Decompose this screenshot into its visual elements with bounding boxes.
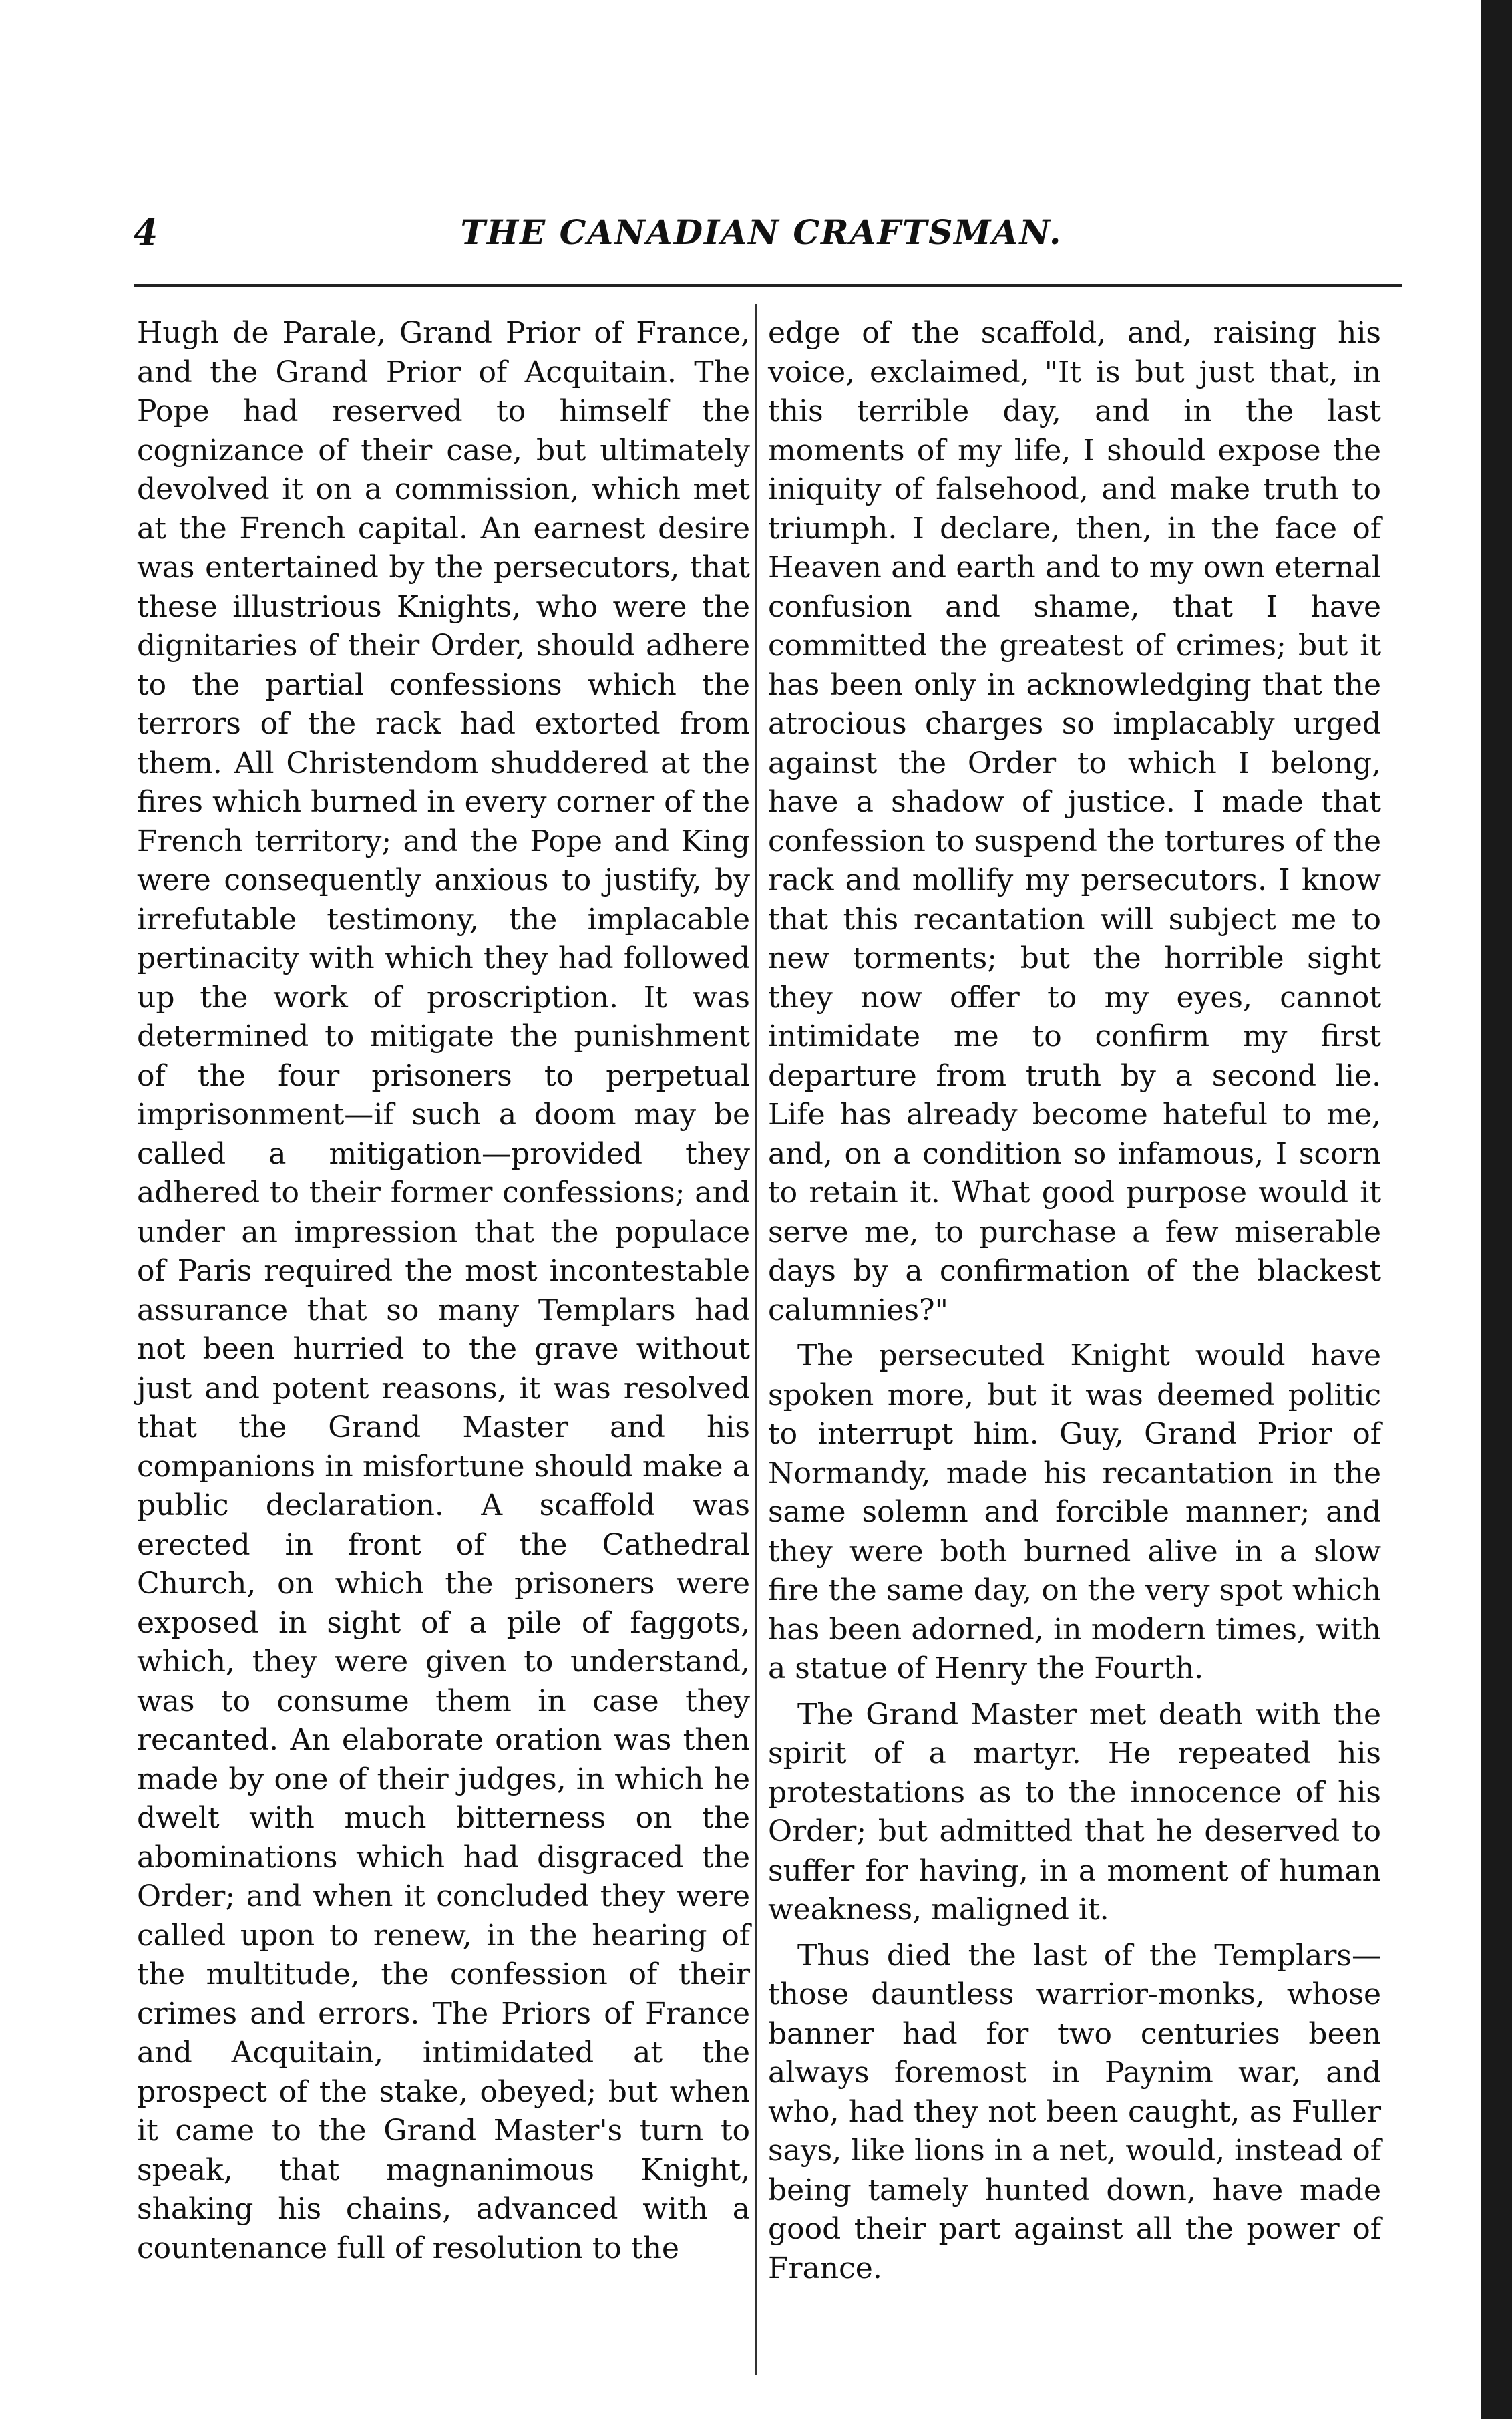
page-number: 4 [134, 212, 158, 253]
column-divider [755, 304, 757, 2375]
scan-edge-shadow [1481, 0, 1512, 2419]
right-paragraph-1: edge of the scaffold, and, raising his voice, exclaimed, "It is but just that, in this terrible day, and in the last moments of my life, I should expose the iniquity of falsehood, and make truth to triumph. I declare, then, in the face of Heaven and earth and to my own eternal confusion and shame, that I have committed the greatest of crimes; but it has been only in acknowledging that the atrocious charges so implacably urged against the Order to which I belong, have a shadow of justice. I made that confession to suspend the tortures of the rack and mollify my persecutors. I know that this recantation will subject me to new torments; but the horrible sight they now offer to my eyes, cannot intimidate me to confirm my first departure from truth by a second lie. Life has already become hateful to me, and, on a condition so infamous, I scorn to retain it. What good purpose would it serve me, to purchase a few miserable days by a confirmation of the blackest calumnies?" [768, 316, 1381, 1327]
right-paragraph-2: The persecuted Knight would have spoken more, but it was deemed politic to interrupt him. Guy, Grand Prior of Normandy, made his recantation in the same solemn and forcible manner; and they were both burned alive in a slow fire the same day, on the very spot which has been adorned, in modern times, with a statue of Henry the Fourth. [768, 1339, 1381, 1685]
header-rule [134, 284, 1402, 287]
running-title: THE CANADIAN CRAFTSMAN. [460, 212, 1063, 252]
left-paragraph-1: Hugh de Parale, Grand Prior of France, and the Grand Prior of Acquitain. The Pope had reserved to himself the cognizance of their case, but ultimately devolved it on a commission, which met at the French capital. An earnest desire was entertained by the persecutors, that these illustrious Knights, who were the dignitaries of their Order, should adhere to the partial confessions which the terrors of the rack had extorted from them. All Christendom shuddered at the fires which burned in every corner of the French territory; and the Pope and King were consequently anxious to justify, by irrefutable testimony, the implacable pertinacity with which they had followed up the work of proscription. It was determined to mitigate the punishment of the four prisoners to perpetual imprisonment—if such a doom may be called a mitigation—provided they adhered to their former confessions; and under an impression that the populace of Paris required the most incontestable assurance that so many Templars had not been hurried to the grave without just and potent reasons, it was resolved that the Grand Master and his companions in misfortune should make a public declaration. A scaffold was erected in front of the Cathedral Church, on which the prisoners were exposed in sight of a pile of faggots, which, they were given to understand, was to consume them in case they recanted. An elaborate oration was then made by one of their judges, in which he dwelt with much bitterness on the abominations which had disgraced the Order; and when it concluded they were called upon to renew, in the hearing of the multitude, the confession of their crimes and errors. The Priors of France and Acquitain, intimidated at the prospect of the stake, obeyed; but when it came to the Grand Master's turn to speak, that magnanimous Knight, shaking his chains, advanced with a countenance full of resolution to the [137, 316, 750, 2265]
right-paragraph-3: The Grand Master met death with the spirit of a martyr. He repeated his protestations as to the innocence of his Order; but admitted that he deserved to suffer for having, in a moment of human weakness, maligned it. [768, 1697, 1381, 1927]
left-column [137, 314, 750, 2268]
right-paragraph-4: Thus died the last of the Templars—those dauntless warrior-monks, whose banner had for two centuries been always foremost in Paynim war, and who, had they not been caught, as Fuller says, like lions in a net, would, instead of being tamely hunted down, have made good their part against all the power of France. [768, 1938, 1381, 2285]
right-column [768, 314, 1381, 2288]
